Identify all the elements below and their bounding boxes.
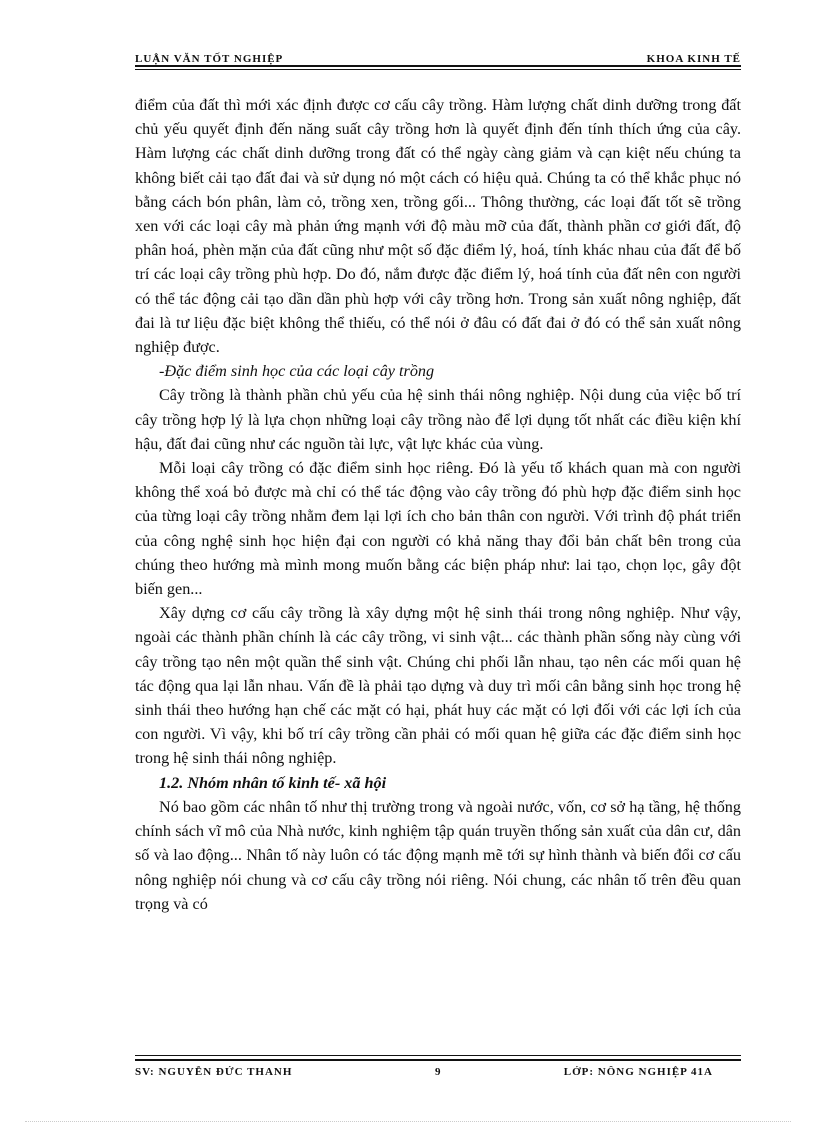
paragraph-biology: Mỗi loại cây trồng có đặc điểm sinh học riêng. Đó là yếu tố khách quan mà con người không thể xoá bỏ được mà chỉ có thể tác động vào cây trồng đó phù hợp đặc điểm sinh học của từng loại cây trồng nhằm đem lại lợi ích cho bản thân con người. Với trình độ phát triển của công nghệ sinh học hiện đại con người có khả năng thay đổi bản chất bên trong của chúng theo hướng mà mình mong muốn bằng các biện pháp như: lai tạo, chọn lọc, gây đột biến gen... — [135, 459, 741, 599]
paragraph-socioeconomic: Nó bao gồm các nhân tố như thị trường trong và ngoài nước, vốn, cơ sở hạ tầng, hệ thống chính sách vĩ mô của Nhà nước, kinh nghiệm tập quán truyền thống sản xuất của dân cư, dân số và lao động... Nhân tố này luôn có tác động mạnh mẽ tới sự hình thành và biến đổi cơ cấu nông nghiệp nói chung và cơ cấu cây trồng nói riêng. Nói chung, các nhân tố trên đều quan trọng và có — [135, 797, 741, 913]
footer-rule-thick — [135, 1059, 741, 1061]
footer-student: SV: NGUYỄN ĐỨC THANH — [135, 1066, 293, 1078]
header-rule-thin — [135, 69, 741, 70]
page-number: 9 — [435, 1066, 442, 1078]
footer-class: LỚP: NÔNG NGHIỆP 41A — [563, 1066, 713, 1078]
section-heading-socioeconomic: 1.2. Nhóm nhân tố kinh tế- xã hội — [159, 773, 387, 792]
paragraph-ecosystem: Xây dựng cơ cấu cây trồng là xây dựng một hệ sinh thái trong nông nghiệp. Như vậy, ngoài các thành phần chính là các cây trồng, vi sinh vật... các thành phần sống này cùng với cây trồng tạo nên một quần thể sinh vật. Chúng chi phối lẫn nhau, tạo nên các mối quan hệ tác động qua lại lẫn nhau. Vấn đề là phải tạo dựng và duy trì mối cân bằng sinh học trong hệ sinh thái theo hướng hạn chế các mặt có hại, phát huy các mặt có lợi đối với các lợi ích của con người. Vì vậy, khi bố trí cây trồng cần phải có mối quan hệ giữa các đặc điểm sinh học trong hệ sinh thái nông nghiệp. — [135, 604, 741, 768]
header-thesis-title: LUẬN VĂN TỐT NGHIỆP — [135, 53, 284, 65]
heading-biological-traits: -Đặc điểm sinh học của các loại cây trồng — [159, 362, 435, 381]
paragraph-soil: điểm của đất thì mới xác định được cơ cấu cây trồng. Hàm lượng chất dinh dưỡng trong đất chủ yếu quyết định đến năng suất cây trồng hơn là quyết định đến tính thích ứng của cây. Hàm lượng các chất dinh dưỡng trong đất có thể ngày càng giảm và cạn kiệt nếu chúng ta không biết cải tạo đất đai và sử dụng nó một cách có hiệu quả. Chúng ta có thể khắc phục nó bằng cách bón phân, làm cỏ, trồng xen, trồng gối... Thông thường, các loại đất tốt sẽ trồng xen với các loại cây mà phản ứng mạnh với độ màu mỡ của đất, thành phần cơ giới đất, độ phân hoá, phèn mặn của đất cũng như một số đặc điểm lý, hoá, tính khác nhau của đất để bố trí các loại cây trồng phù hợp. Do đó, nắm được đặc điểm lý, hoá tính của đất nên con người có thể tác động cải tạo dần dần phù hợp với cây trồng hơn. Trong sản xuất nông nghiệp, đất đai là tư liệu đặc biệt không thể thiếu, có thể nói ở đâu có đất đai ở đó có thể sản xuất nông nghiệp được. — [135, 96, 741, 357]
page-footer — [135, 1066, 741, 1080]
footer-rule-thin — [135, 1055, 741, 1056]
page-edge-divider — [25, 1121, 791, 1122]
paragraph-crops: Cây trồng là thành phần chủ yếu của hệ sinh thái nông nghiệp. Nội dung của việc bố trí cây trồng hợp lý là lựa chọn những loại cây trồng nào để lợi dụng tốt nhất các điều kiện khí hậu, đất đai cũng như các nguồn tài lực, vật lực khác của vùng. — [135, 386, 741, 453]
header-rule-thick — [135, 65, 741, 67]
body-text — [135, 93, 741, 916]
header-faculty: KHOA KINH TẾ — [646, 53, 741, 65]
